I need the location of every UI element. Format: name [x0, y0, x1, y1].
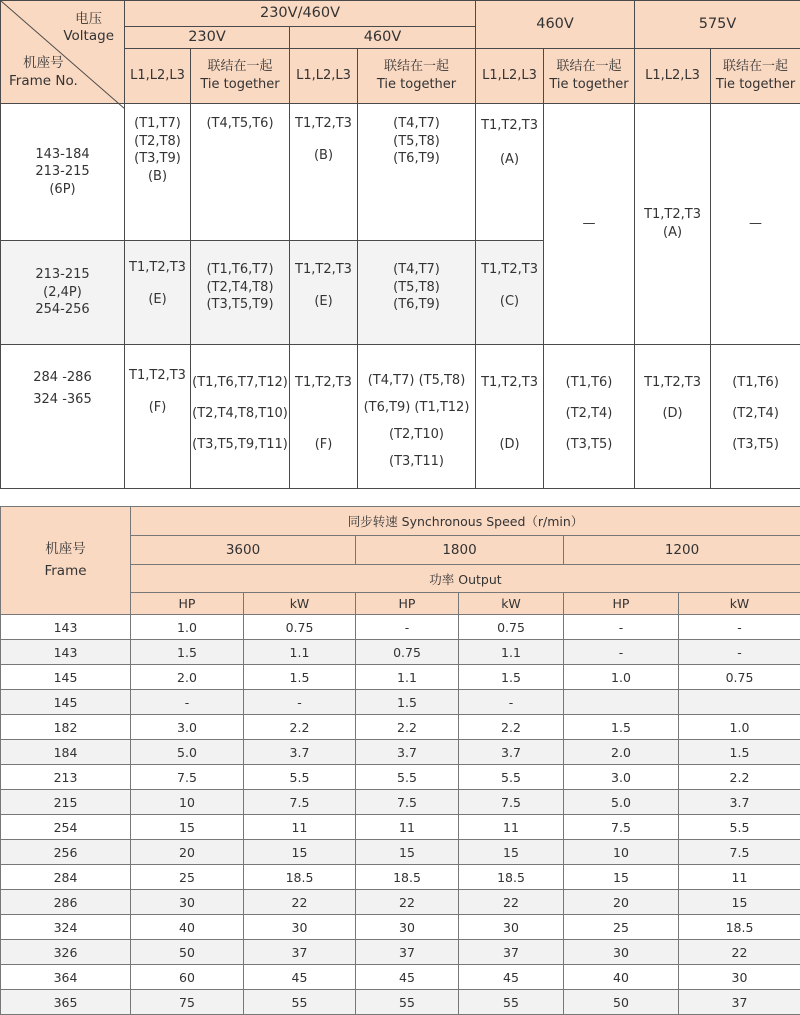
terminal-line: (T3,T5): [732, 437, 779, 452]
terminal-line: T1,T2,T3: [129, 368, 186, 383]
value-cell: 50: [564, 990, 679, 1015]
frame-label-en: Frame No.: [9, 72, 78, 89]
terminal-line: (T4,T5,T6): [206, 116, 274, 131]
value-cell: 11: [459, 815, 564, 840]
cell-230-tie: [191, 241, 290, 345]
header-230v: 230V: [125, 27, 290, 49]
value-cell: 40: [131, 915, 244, 940]
diagram-ref: (B): [147, 168, 168, 184]
voltage-label-en: Voltage: [63, 27, 114, 44]
cell-230-l123: [125, 104, 191, 241]
table-row: [1, 665, 800, 690]
value-cell: 0.75: [244, 615, 356, 640]
value-cell: 37: [244, 940, 356, 965]
unit-header: kW: [679, 593, 800, 615]
cell-460-tie: [358, 345, 476, 489]
value-cell: 0.75: [459, 615, 564, 640]
subheader-tie: [191, 49, 290, 104]
tie-label-en: Tie together: [715, 77, 796, 92]
diagram-ref: (D): [499, 437, 520, 452]
value-cell: 15: [459, 840, 564, 865]
value-cell: -: [679, 615, 800, 640]
cell-230-tie: [191, 104, 290, 241]
subheader-tie: [711, 49, 800, 104]
value-cell: 15: [679, 890, 800, 915]
value-cell: 11: [244, 815, 356, 840]
frame-cell: 215: [1, 790, 131, 815]
value-cell: -: [459, 690, 564, 715]
value-cell: 18.5: [679, 915, 800, 940]
value-cell: [564, 690, 679, 715]
cell-230-l123: [125, 345, 191, 489]
value-cell: 5.5: [356, 765, 459, 790]
diagram-ref: (F): [314, 437, 333, 452]
terminal-line: (T4,T7) (T5,T8): [367, 373, 466, 388]
speed-header: 3600: [131, 536, 356, 565]
output-table: [0, 506, 800, 1015]
cell-460-tie: [358, 241, 476, 345]
value-cell: 30: [131, 890, 244, 915]
value-cell: 2.2: [244, 715, 356, 740]
value-cell: 1.5: [564, 715, 679, 740]
wiring-row: [1, 345, 800, 489]
value-cell: 15: [244, 840, 356, 865]
cell-460b-l123: [476, 104, 544, 241]
diagram-ref: (B): [313, 147, 334, 163]
subheader-tie: [544, 49, 635, 104]
frame-cell: 143: [1, 640, 131, 665]
value-cell: 11: [679, 865, 800, 890]
value-cell: 11: [356, 815, 459, 840]
value-cell: 18.5: [356, 865, 459, 890]
value-cell: -: [564, 640, 679, 665]
frame-header-cn: 机座号: [45, 540, 86, 557]
terminal-line: (T5,T8): [393, 133, 440, 149]
terminal-line: (T1,T6): [565, 375, 613, 390]
terminal-line: T1,T2,T3: [129, 260, 186, 275]
terminal-line: (T4,T7): [393, 116, 440, 131]
subheader-l123: L1,L2,L3: [290, 49, 358, 104]
value-cell: 0.75: [356, 640, 459, 665]
cell-460b-l123: [476, 345, 544, 489]
table-row: [1, 990, 800, 1015]
diagram-ref: (A): [663, 225, 683, 240]
terminal-line: (T3,T5,T9): [206, 297, 274, 313]
value-cell: 5.5: [459, 765, 564, 790]
frame-label-cn: 机座号: [23, 55, 64, 71]
value-cell: 1.5: [131, 640, 244, 665]
table-row: [1, 815, 800, 840]
cell-460-l123: [290, 345, 358, 489]
value-cell: 45: [244, 965, 356, 990]
value-cell: 20: [564, 890, 679, 915]
frame-cell: 145: [1, 665, 131, 690]
frame-cell: [1, 104, 125, 241]
value-cell: 60: [131, 965, 244, 990]
value-cell: 30: [244, 915, 356, 940]
table-row: [1, 965, 800, 990]
cell-460b-l123: [476, 241, 544, 345]
table-row: [1, 690, 800, 715]
frame-cell: 213: [1, 765, 131, 790]
value-cell: 1.5: [679, 740, 800, 765]
terminal-line: T1,T2,T3: [481, 375, 538, 390]
frame-cell: 143: [1, 615, 131, 640]
cell-460-l123: [290, 104, 358, 241]
value-cell: 3.7: [356, 740, 459, 765]
value-cell: 22: [356, 890, 459, 915]
unit-header: HP: [356, 593, 459, 615]
table-row: [1, 865, 800, 890]
unit-header: HP: [131, 593, 244, 615]
terminal-line: (T2,T8): [134, 133, 181, 149]
table-row: [1, 640, 800, 665]
header-corner: [1, 1, 125, 104]
value-cell: 30: [356, 915, 459, 940]
terminal-line: (T3,T5): [565, 437, 613, 452]
frame-line: 284 -286: [33, 370, 92, 385]
frame-cell: 324: [1, 915, 131, 940]
value-cell: 2.2: [356, 715, 459, 740]
value-cell: -: [356, 615, 459, 640]
value-cell: 50: [131, 940, 244, 965]
value-cell: 7.5: [131, 765, 244, 790]
diagram-ref: (C): [499, 293, 520, 309]
frame-cell: 326: [1, 940, 131, 965]
tie-label-cn: 联结在一起: [207, 59, 273, 75]
value-cell: 5.0: [131, 740, 244, 765]
value-cell: 1.1: [244, 640, 356, 665]
value-cell: 75: [131, 990, 244, 1015]
diagram-ref: (F): [148, 399, 167, 415]
terminal-line: T1,T2,T3: [295, 375, 352, 390]
frame-cell: 182: [1, 715, 131, 740]
frame-cell: 286: [1, 890, 131, 915]
frame-cell: [1, 241, 125, 345]
frame-line: 213-215: [35, 164, 90, 180]
value-cell: 45: [459, 965, 564, 990]
terminal-line: (T3,T9): [134, 151, 181, 167]
cell-575-tie: —: [711, 104, 800, 345]
value-cell: 18.5: [244, 865, 356, 890]
value-cell: 55: [356, 990, 459, 1015]
value-cell: 37: [679, 990, 800, 1015]
terminal-line: (T6,T9): [393, 297, 440, 313]
value-cell: 3.7: [679, 790, 800, 815]
value-cell: 22: [244, 890, 356, 915]
cell-230-l123: [125, 241, 191, 345]
value-cell: 15: [356, 840, 459, 865]
frame-line: 143-184: [35, 146, 90, 162]
frame-line: (2,4P): [43, 284, 82, 300]
value-cell: 55: [244, 990, 356, 1015]
value-cell: 3.7: [459, 740, 564, 765]
value-cell: 5.5: [244, 765, 356, 790]
diagram-ref: (D): [662, 406, 683, 421]
value-cell: 1.1: [356, 665, 459, 690]
frame-line: 324 -365: [33, 391, 92, 407]
value-cell: 2.0: [564, 740, 679, 765]
value-cell: 3.0: [564, 765, 679, 790]
unit-header: HP: [564, 593, 679, 615]
wiring-row: [1, 104, 800, 241]
tie-label-en: Tie together: [549, 77, 629, 92]
terminal-line: (T1,T6,T7): [206, 262, 274, 277]
value-cell: 20: [131, 840, 244, 865]
frame-header: [1, 507, 131, 615]
subheader-tie: [358, 49, 476, 104]
terminal-line: (T2,T10): [389, 427, 444, 442]
value-cell: -: [244, 690, 356, 715]
frame-cell: 365: [1, 990, 131, 1015]
value-cell: 1.0: [564, 665, 679, 690]
terminal-line: T1,T2,T3: [295, 262, 352, 277]
value-cell: 7.5: [356, 790, 459, 815]
value-cell: 1.5: [459, 665, 564, 690]
value-cell: 2.2: [679, 765, 800, 790]
cell-575-l123: [635, 104, 711, 345]
tie-label-cn: 联结在一起: [556, 59, 622, 75]
value-cell: 7.5: [564, 815, 679, 840]
frame-cell: 256: [1, 840, 131, 865]
terminal-line: (T6,T9) (T1,T12): [363, 400, 470, 415]
diagram-ref: (E): [314, 293, 333, 309]
cell-460-l123: [290, 241, 358, 345]
cell-460-tie: [358, 104, 476, 241]
output-body: [1, 615, 800, 1015]
terminal-line: (T1,T6): [732, 375, 779, 390]
value-cell: [679, 690, 800, 715]
frame-cell: 254: [1, 815, 131, 840]
value-cell: 1.0: [679, 715, 800, 740]
value-cell: -: [131, 690, 244, 715]
value-cell: 18.5: [459, 865, 564, 890]
terminal-line: T1,T2,T3: [481, 262, 538, 277]
subheader-l123: L1,L2,L3: [125, 49, 191, 104]
cell-575-tie: [711, 345, 800, 489]
table-row: [1, 715, 800, 740]
frame-line: 213-215: [35, 267, 90, 283]
cell-230-tie: [191, 345, 290, 489]
terminal-line: (T2,T4,T8): [206, 279, 274, 295]
value-cell: 15: [564, 865, 679, 890]
value-cell: 5.0: [564, 790, 679, 815]
header-230-460v: 230V/460V: [125, 1, 476, 27]
terminal-line: (T1,T6,T7,T12): [192, 375, 288, 390]
value-cell: 30: [459, 915, 564, 940]
value-cell: 25: [131, 865, 244, 890]
terminal-line: (T6,T9): [393, 151, 440, 167]
terminal-line: (T2,T4,T8,T10): [192, 406, 288, 421]
terminal-line: (T2,T4): [732, 406, 779, 421]
voltage-label-cn: 电压: [75, 11, 103, 27]
speed-header: 1200: [564, 536, 800, 565]
value-cell: 2.0: [131, 665, 244, 690]
output-header: 功率 Output: [131, 565, 800, 593]
table-row: [1, 615, 800, 640]
cell-460b-tie: —: [544, 104, 635, 345]
value-cell: 1.1: [459, 640, 564, 665]
value-cell: 40: [564, 965, 679, 990]
table-row: [1, 740, 800, 765]
cell-460b-tie: [544, 345, 635, 489]
terminal-line: (T3,T11): [389, 454, 444, 469]
value-cell: -: [679, 640, 800, 665]
frame-cell: 145: [1, 690, 131, 715]
value-cell: 3.0: [131, 715, 244, 740]
diagram-ref: (E): [148, 291, 167, 307]
tie-label-cn: 联结在一起: [723, 59, 789, 75]
table-row: [1, 915, 800, 940]
value-cell: 30: [564, 940, 679, 965]
table-row: [1, 840, 800, 865]
header-460v-sub: 460V: [290, 27, 476, 49]
frame-cell: 364: [1, 965, 131, 990]
terminal-line: T1,T2,T3: [481, 118, 538, 133]
value-cell: 25: [564, 915, 679, 940]
header-575v: 575V: [635, 1, 800, 49]
value-cell: 22: [459, 890, 564, 915]
value-cell: -: [564, 615, 679, 640]
frame-cell: 184: [1, 740, 131, 765]
frame-line: 254-256: [35, 302, 90, 318]
value-cell: 30: [679, 965, 800, 990]
value-cell: 2.2: [459, 715, 564, 740]
value-cell: 1.5: [244, 665, 356, 690]
terminal-line: T1,T2,T3: [644, 207, 701, 223]
unit-header: kW: [459, 593, 564, 615]
value-cell: 1.5: [356, 690, 459, 715]
tie-label-cn: 联结在一起: [384, 59, 450, 75]
value-cell: 45: [356, 965, 459, 990]
value-cell: 37: [459, 940, 564, 965]
terminal-line: (T5,T8): [393, 279, 440, 295]
tie-label-en: Tie together: [200, 77, 280, 92]
value-cell: 7.5: [679, 840, 800, 865]
value-cell: 5.5: [679, 815, 800, 840]
value-cell: 0.75: [679, 665, 800, 690]
frame-cell: 284: [1, 865, 131, 890]
terminal-line: T1,T2,T3: [644, 375, 701, 390]
diagram-ref: (A): [499, 151, 520, 167]
terminal-line: (T3,T5,T9,T11): [192, 437, 288, 452]
value-cell: 22: [679, 940, 800, 965]
terminal-line: T1,T2,T3: [295, 116, 352, 131]
terminal-line: (T2,T4): [565, 406, 613, 421]
terminal-line: (T4,T7): [393, 262, 440, 277]
frame-cell: [1, 345, 125, 489]
value-cell: 10: [131, 790, 244, 815]
unit-header: kW: [244, 593, 356, 615]
table-row: [1, 765, 800, 790]
table-row: [1, 890, 800, 915]
frame-header-en: Frame: [44, 562, 87, 579]
value-cell: 1.0: [131, 615, 244, 640]
value-cell: 55: [459, 990, 564, 1015]
table-row: [1, 940, 800, 965]
frame-line: (6P): [49, 181, 76, 197]
value-cell: 7.5: [459, 790, 564, 815]
value-cell: 7.5: [244, 790, 356, 815]
sync-speed-header: 同步转速 Synchronous Speed（r/min）: [131, 507, 800, 536]
cell-575-l123: [635, 345, 711, 489]
value-cell: 10: [564, 840, 679, 865]
table-row: [1, 790, 800, 815]
terminal-line: (T1,T7): [134, 116, 181, 131]
value-cell: 15: [131, 815, 244, 840]
value-cell: 3.7: [244, 740, 356, 765]
value-cell: 37: [356, 940, 459, 965]
header-460v: 460V: [476, 1, 635, 49]
tie-label-en: Tie together: [376, 77, 457, 92]
subheader-l123: L1,L2,L3: [635, 49, 711, 104]
subheader-l123: L1,L2,L3: [476, 49, 544, 104]
speed-header: 1800: [356, 536, 564, 565]
wiring-table: [0, 0, 800, 489]
